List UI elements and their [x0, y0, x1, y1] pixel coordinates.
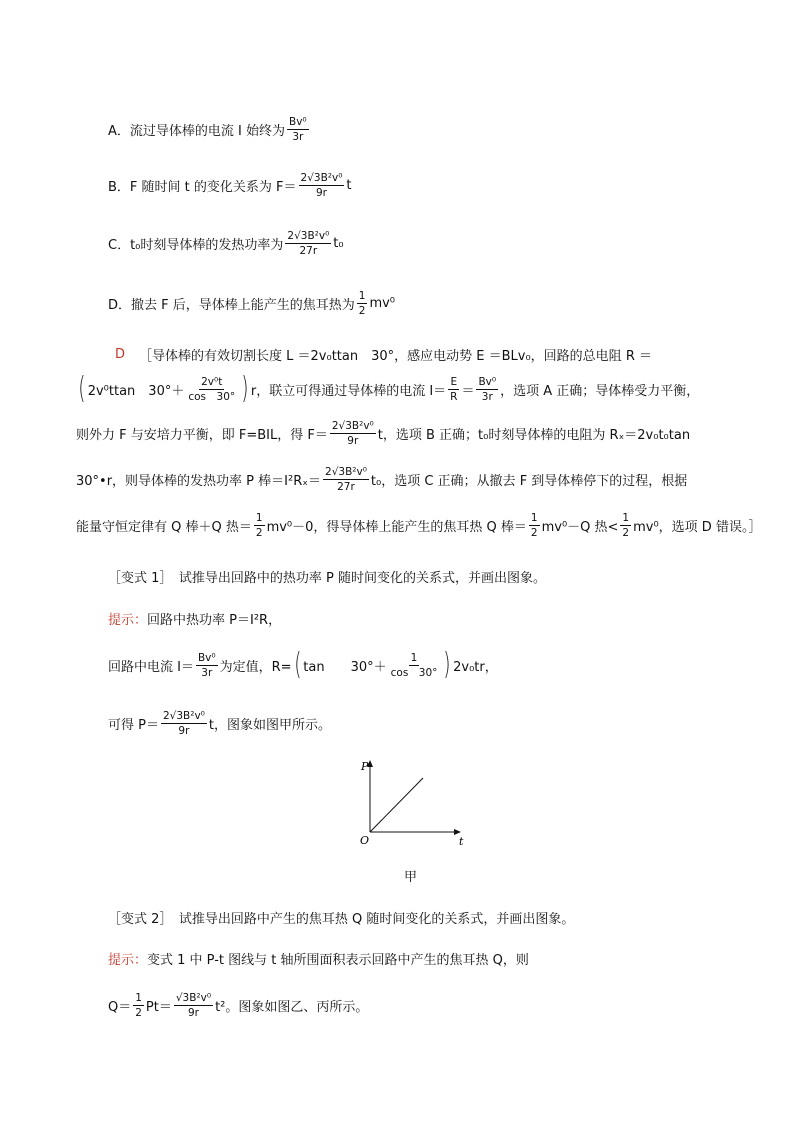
variant1-line-3: 可得 P＝ $\frac{\text{2√3B²v⁰}}{9r}$ t，图象如图甲所示。 [108, 710, 331, 737]
answer-line-4: 30°•r，则导体棒的发热功率 P 棒＝I²Rₓ＝ $\frac{\text{2√3B²v⁰}}{27r}$ t₀，选项 C 正确；从撤去 F 到导体棒停下的过程，根据 [76, 466, 688, 493]
p-t-graph [355, 758, 475, 850]
variant2-line-3: Q＝ $\frac{1}{2}$ Pt＝ $\frac{\text{√3B²v⁰}}{9r}$ t²。图象如图乙、丙所示。 [108, 992, 369, 1019]
answer-line-2: ( 2v⁰ttan 30°＋ $\frac{\text{2v⁰t}}{\cos 30^\circ}$ ) r，联立可得通过导体棒的电流 I＝ $\frac{E}{R}$ ＝ $\frac{\text{Bv⁰}}{3r}$ ，选项 A 正确；导体棒受力平衡， [78, 371, 700, 406]
option-c-text: C．t₀时刻导体棒的发热功率为 [108, 238, 284, 253]
variant1-title: ［变式 1］ 试推导出回路中的热功率 P 随时间变化的关系式，并画出图象。 [108, 571, 547, 586]
answer-line-5: 能量守恒定律有 Q 棒＋Q 热＝ $\frac{1}{2}$ mv⁰－0，得导体棒上能产生的焦耳热 Q 棒＝ $\frac{1}{2}$ mv⁰－Q 热< $\frac{1}{2}$ mv⁰，选项 D 错误。］ [76, 512, 762, 539]
option-d: D．撤去 F 后，导体棒上能产生的焦耳热为 $\frac{1}{2}$ mv⁰ [108, 290, 396, 317]
variant1-hint: 提示： 回路中热功率 P＝I²R， [108, 609, 281, 628]
left-paren: ( [78, 371, 86, 406]
y-axis-label: P [361, 760, 369, 773]
option-c-fraction: $\frac{\text{2√3B²v⁰}}{27r}$ [287, 230, 330, 257]
origin-label: O [360, 834, 370, 847]
option-b-text: B．F 随时间 t 的变化关系为 F＝ [108, 180, 297, 195]
graph-caption: 甲 [404, 870, 418, 885]
option-a [108, 116, 311, 143]
variant2-hint: 提示： 变式 1 中 P-t 图线与 t 轴所围面积表示回路中产生的焦耳热 Q，则 [108, 949, 529, 968]
answer-line-3: 则外力 F 与安培力平衡，即 F=BIL，得 F＝ $\frac{\text{2√3B²v⁰}}{9r}$ t，选项 B 正确；t₀时刻导体棒的电阻为 Rₓ＝2v₀t₀tan [76, 420, 691, 447]
option-b-fraction: $\frac{\text{2√3B²v⁰}}{9r}$ [300, 172, 343, 199]
option-a-fraction: $\frac{\text{Bv⁰}}{3r}$ [289, 116, 307, 143]
variant2-title: ［变式 2］ 试推导出回路中产生的焦耳热 Q 随时间变化的关系式，并画出图象。 [108, 912, 575, 927]
option-c: C．t₀时刻导体棒的发热功率为 $\frac{\text{2√3B²v⁰}}{27r}$ t₀ [108, 230, 344, 257]
hint-label: 提示： [108, 613, 148, 628]
x-axis-label: t [459, 835, 464, 848]
option-d-fraction: $\frac{1}{2}$ [358, 290, 366, 317]
right-paren: ) [241, 371, 249, 406]
hint-label: 提示： [108, 953, 148, 968]
answer-line-1: D ［导体棒的有效切割长度 L ＝2v₀ttan 30°，感应电动势 E ＝BLv₀，回路的总电阻 R ＝ [115, 347, 652, 364]
answer-letter: D [115, 347, 126, 362]
p-t-line [370, 778, 423, 832]
option-d-text: D．撤去 F 后，导体棒上能产生的焦耳热为 [108, 298, 355, 313]
variant1-line-2: 回路中电流 I＝ $\frac{\text{Bv⁰}}{3r}$ 为定值，R= ( tan 30°＋ $\frac{1}{\cos 30^\circ}$ ) 2v₀tr， [108, 647, 498, 682]
option-b: B．F 随时间 t 的变化关系为 F＝ $\frac{\text{2√3B²v⁰}}{9r}$ t [108, 172, 352, 199]
option-a-text: A．流过导体棒的电流 I 始终为 [108, 124, 285, 139]
